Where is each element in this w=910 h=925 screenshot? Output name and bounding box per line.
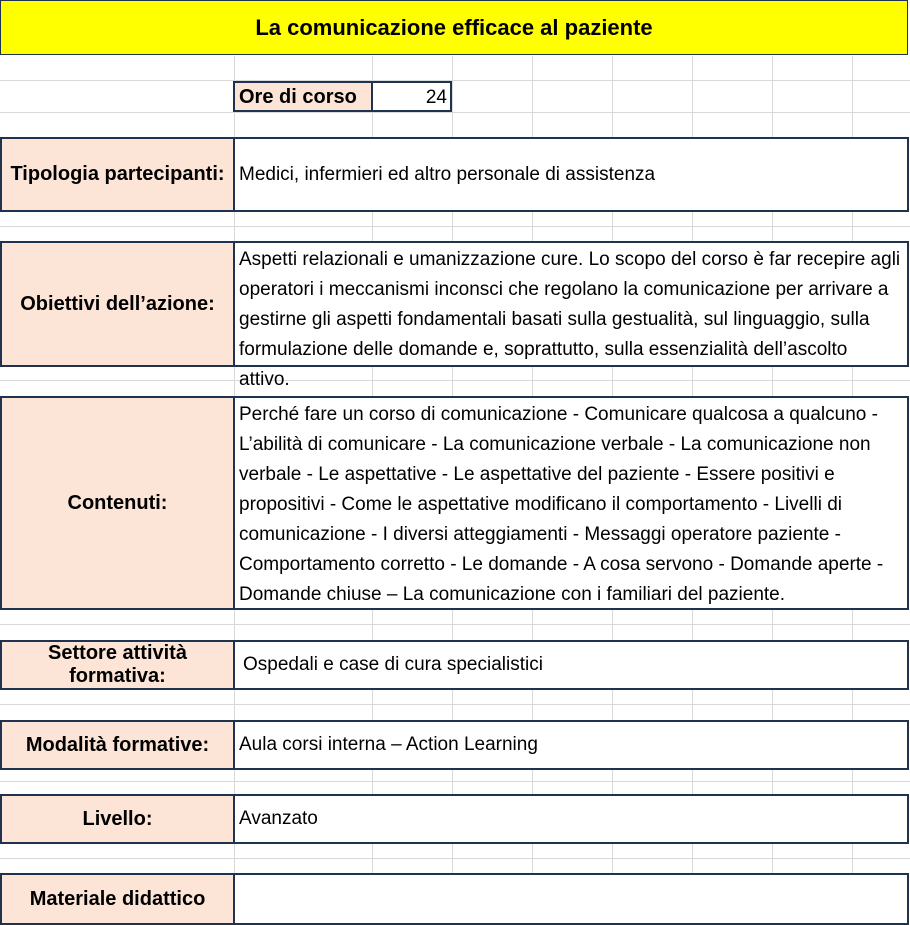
tipologia-label: Tipologia partecipanti: (0, 137, 235, 212)
ore-value[interactable]: 24 (371, 81, 452, 112)
grid-line (0, 226, 910, 227)
settore-label: Settore attività formativa: (0, 640, 235, 690)
grid-line (0, 624, 910, 625)
modalita-label: Modalità formative: (0, 720, 235, 770)
tipologia-value[interactable]: Medici, infermieri ed altro personale di assistenza (235, 137, 909, 212)
grid-line (0, 781, 910, 782)
modalita-value[interactable]: Aula corsi interna – Action Learning (235, 720, 909, 770)
livello-label: Livello: (0, 794, 235, 844)
grid-line (0, 704, 910, 705)
contenuti-label: Contenuti: (0, 396, 235, 610)
ore-label: Ore di corso (233, 81, 373, 112)
obiettivi-label: Obiettivi dell’azione: (0, 241, 235, 367)
livello-value[interactable]: Avanzato (235, 794, 909, 844)
settore-value[interactable]: Ospedali e case di cura specialistici (235, 640, 909, 690)
grid-line (0, 112, 910, 113)
materiale-label: Materiale didattico (0, 873, 235, 925)
contenuti-value[interactable]: Perché fare un corso di comunicazione - Comunicare qualcosa a qualcuno - L’abilità di comunicare - La comunicazione verbale - La comunicazione non verbale - Le aspettative - Le aspettative del paziente - Essere positivi e propositivi - Come le aspettative modificano il comportamento - Livelli di comunicazione - I diversi atteggiamenti - Messaggi operatore paziente - Comportamento corretto - Le domande - A cosa servono - Domande aperte - Domande chiuse – La comunicazione con i familiari del paziente. (235, 396, 909, 610)
obiettivi-value[interactable]: Aspetti relazionali e umanizzazione cure. Lo scopo del corso è far recepire agli operatori i meccanismi inconsci che regolano la comunicazione per arrivare a gestirne gli aspetti fondamentali basati sulla gestualità, sul linguaggio, sulla formulazione delle domande e, soprattutto, sulla essenzialità dell’ascolto attivo. (235, 241, 909, 367)
grid-line (0, 80, 910, 81)
grid-line (0, 858, 910, 859)
page-title: La comunicazione efficace al paziente (0, 0, 908, 55)
materiale-value[interactable] (235, 873, 909, 925)
grid-line (0, 380, 910, 381)
